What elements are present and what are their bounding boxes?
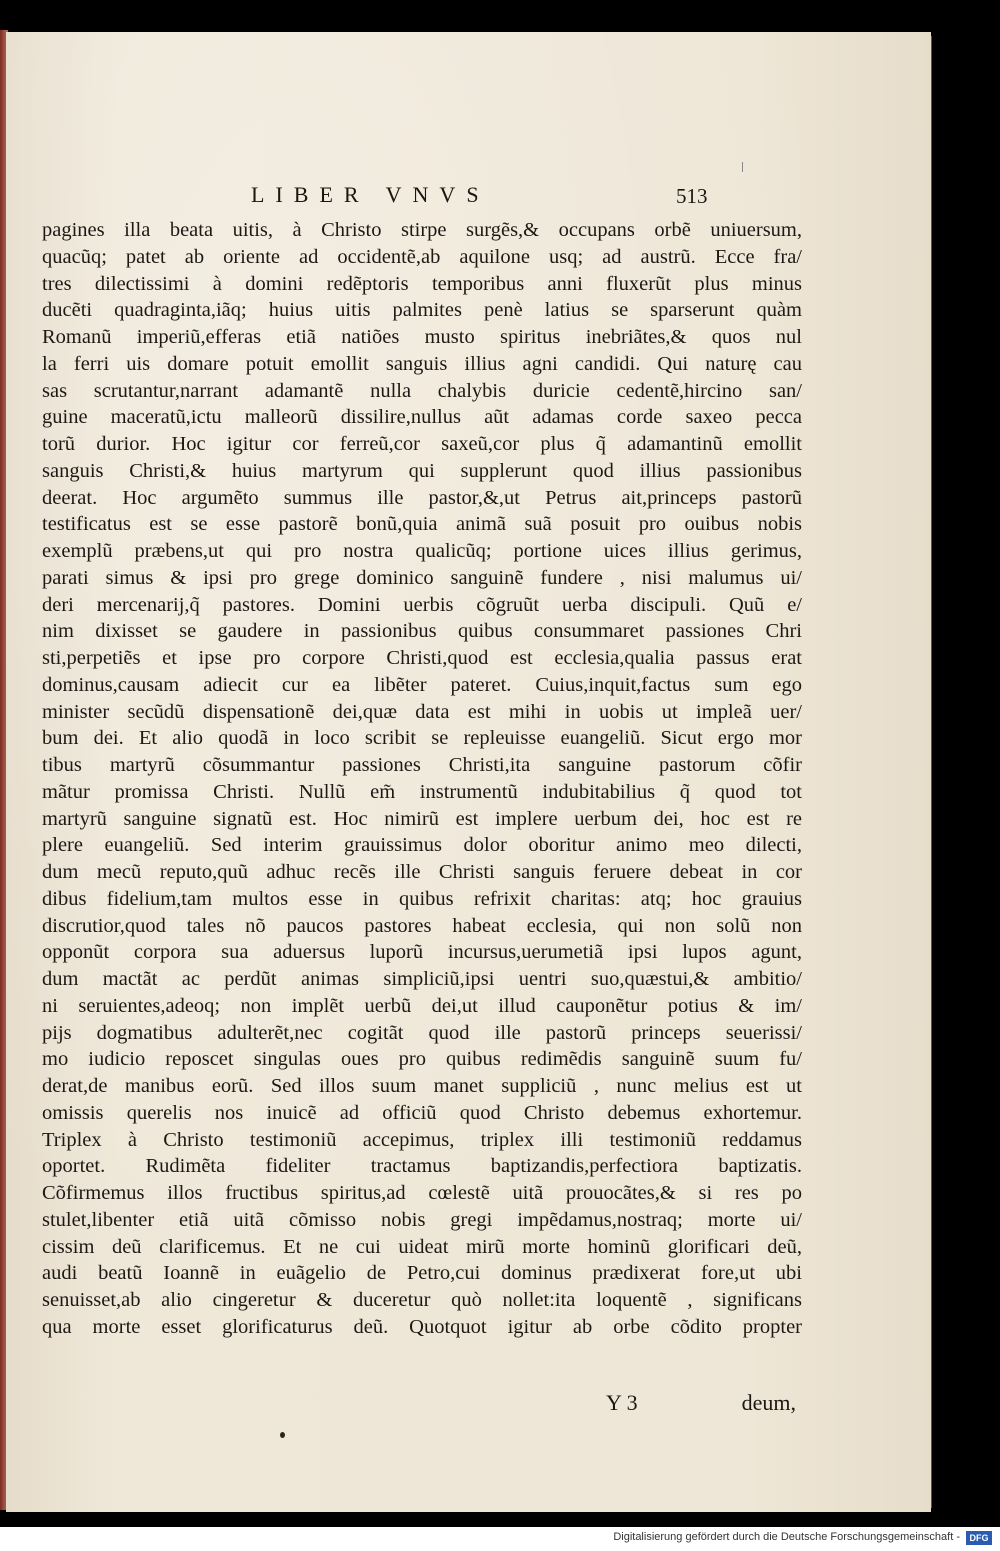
text-line: dibus fidelium,tam multos esse in quibus refrixit charitas: atq; hoc grauius — [42, 887, 802, 910]
text-line: torũ durior. Hoc igitur cor ferreũ,cor saxeũ,cor plus q̃ adamantinũ emollit — [42, 433, 802, 455]
text-line: ni seruientes,adeoq; non implẽt uerbũ dei,ut illud cauponẽtur potius & im/ — [42, 994, 802, 1017]
text-line: mãtur promissa Christi. Nullũ em̃ instrumentũ indubitabilius q̃ quod tot — [42, 780, 802, 803]
text-line: cissim deũ clarificemus. Et ne cui uideat mirũ morte hominũ glorificari deũ, — [42, 1235, 802, 1258]
text-line: exemplũ præbens,ut qui pro nostra qualicũq; portione uices illius gerimus, — [42, 540, 802, 562]
text-line: stulet,libenter etiã uitã cõmisso nobis gregi impẽdamus,nostraq; morte ui/ — [42, 1208, 802, 1231]
text-line: mo iudicio reposcet singulas oues pro quibus redimẽdis sanguinẽ suum fu/ — [42, 1048, 802, 1071]
text-line: discrutior,quod tales nõ paucos pastores habeat ecclesia, qui non solũ non — [42, 914, 802, 937]
text-line: martyrũ sanguine signatũ est. Hoc nimirũ est implere uerbum dei, hoc est re — [42, 807, 802, 830]
text-line: pagines illa beata uitis, à Christo stirpe surgẽs,& occupans orbẽ uniuersum, — [42, 219, 802, 241]
text-line: ducẽti quadraginta,iãq; huius uitis palmites penè latius se sparserunt quàm — [42, 299, 802, 322]
body-text — [42, 217, 802, 1341]
text-line: senuisset,ab alio cingeretur & duceretur quò nollet:ita loquentẽ , significans — [42, 1289, 802, 1311]
text-line: sanguis Christi,& huius martyrum qui supplerunt quod illius passionibus — [42, 459, 802, 482]
text-line: Cõfirmemus illos fructibus spiritus,ad cœlestẽ uitã prouocãtes,& si res po — [42, 1182, 802, 1204]
text-line: opponũt corpora sua aduersus luporũ incursus,uerumetiã ipsi lupos agunt, — [42, 941, 802, 964]
text-line: deri mercenarij,q̃ pastores. Domini uerbis cõgruũt uerba discipuli. Quũ e/ — [42, 593, 802, 616]
text-line: guine maceratũ,ictu malleorũ dissilire,nullus aũt adamas corde saxeo pecca — [42, 406, 802, 429]
text-line: quacũq; patet ab oriente ad occidentẽ,ab aquilone usq; ad austrũ. Ecce fra/ — [42, 245, 802, 268]
ink-speck — [280, 1432, 285, 1438]
text-line: tibus martyrũ cõsummantur passiones Christi,ita sanguine pastorum cõfir — [42, 754, 802, 776]
dfg-logo-icon: DFG — [966, 1531, 992, 1545]
pencil-mark — [742, 162, 743, 172]
page-header — [6, 182, 931, 212]
folio-number: 513 — [676, 184, 708, 208]
text-line: la ferri uis domare potuit emollit sanguis illius agni candidi. Qui naturę cau — [42, 352, 802, 375]
text-line: minister secũdũ dispensationẽ dei,quæ data est mihi in uobis ut impleã uer/ — [42, 700, 802, 723]
running-head: LIBER VNVS — [251, 182, 490, 207]
digitization-footer — [0, 1527, 1000, 1551]
signature-mark: Y 3 — [606, 1390, 638, 1415]
text-line: tres dilectissimi à domini redẽptoris temporibus anni fluxerũt plus minus — [42, 272, 802, 295]
text-line: dum mactãt ac perdũt animas simpliciũ,ipsi uentri suo,quæstui,& ambitio/ — [42, 968, 802, 990]
text-line: oportet. Rudimẽta fideliter tractamus baptizandis,perfectiora baptizatis. — [42, 1155, 802, 1178]
book-page — [6, 32, 931, 1512]
text-line: nim dixisset se gaudere in passionibus quibus consummaret passiones Chri — [42, 620, 802, 643]
text-line: Triplex à Christo testimoniũ accepimus, triplex illi testimoniũ reddamus — [42, 1128, 802, 1151]
text-line: deerat. Hoc argumẽto summus ille pastor,&,ut Petrus ait,princeps pastorũ — [42, 486, 802, 509]
text-line: sti,perpetiẽs et ipse pro corpore Christi,quod est ecclesia,qualia passus erat — [42, 647, 802, 669]
text-line: dum mecũ reputo,quũ adhuc recẽs ille Christi sanguis feruere debeat in cor — [42, 861, 802, 883]
text-line: pijs dogmatibus adulterẽt,nec cogitãt quod ille pastorũ princeps seuerissi/ — [42, 1021, 802, 1044]
text-line: bum dei. Et alio quodã in loco scribit se repleuisse euangeliũ. Sicut ergo mor — [42, 727, 802, 750]
text-line: Romanũ imperiũ,efferas etiã natiões musto spiritus inebriãtes,& quos nul — [42, 326, 802, 348]
text-line: qua morte esset glorificaturus deũ. Quotquot igitur ab orbe cõdito propter — [42, 1315, 802, 1338]
footer-credit: Digitalisierung gefördert durch die Deutsche Forschungsgemeinschaft - — [613, 1531, 960, 1543]
text-line: sas scrutantur,narrant adamantẽ nulla chalybis duricie cedentẽ,hircino san/ — [42, 379, 802, 402]
text-line: testificatus est se esse pastorẽ bonũ,quia animã suã posuit pro ouibus nobis — [42, 513, 802, 536]
text-line: audi beatũ Ioannẽ in euãgelio de Petro,cui dominus prædixerat fore,ut ubi — [42, 1262, 802, 1285]
catchword: deum, — [741, 1390, 796, 1415]
text-line: omissis querelis nos inuicẽ ad officiũ quod Christo debemus exhortemur. — [42, 1101, 802, 1124]
page-foot — [606, 1390, 796, 1420]
text-line: dominus,causam adiecit cur ea libẽter pateret. Cuius,inquit,factus sum ego — [42, 673, 802, 696]
text-line: derat,de manibus eorũ. Sed illos suum manet suppliciũ , nunc melius est ut — [42, 1075, 802, 1097]
text-line: plere euangeliũ. Sed interim grauissimus dolor oboritur animo meo dilecti, — [42, 834, 802, 857]
text-line: parati simus & ipsi pro grege dominico sanguinẽ fundere , nisi malumus ui/ — [42, 566, 802, 589]
